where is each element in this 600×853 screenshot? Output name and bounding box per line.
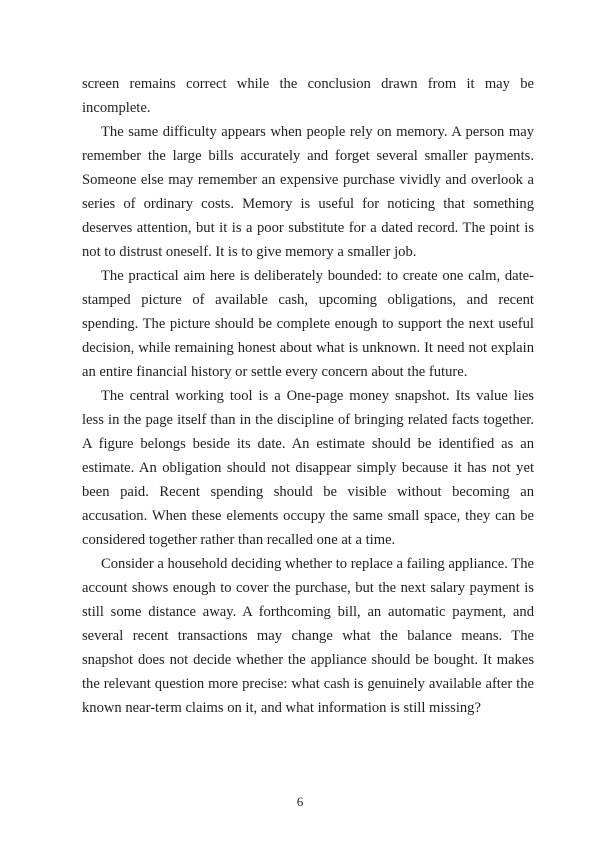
paragraph-household-example: Consider a household deciding whether to replace a failing appliance. The account shows enough to cover the purchase, but the next salary payment is still some distance away. A forthcoming bill, an automatic payment, and several recent transactions may change what the balance means. The snapshot does not decide whether the appliance should be bought. It makes the relevant question more precise: what cash is genuinely available after the known near-term claims on it, and what information is still missing?: [82, 556, 534, 716]
paragraph-practical-aim: The practical aim here is deliberately bounded: to create one calm, date-stamped picture of available cash, upcoming obligations, and recent spending. The picture should be complete enough to support the next useful decision, while remaining honest about what is unknown. It need not explain an entire financial history or settle every concern about the future.: [82, 268, 534, 380]
page-number: 6: [296, 794, 304, 809]
paragraph-memory: The same difficulty appears when people rely on memory. A person may remember the large bills accurately and forget several smaller payments. Someone else may remember an expensive purchase vividly and overlook a series of ordinary costs. Memory is useful for noticing that something deserves attention, but it is a poor substitute for a dated record. The point is not to distrust oneself. It is to give memory a smaller job.: [82, 124, 534, 260]
paragraph-working-tool: The central working tool is a One-page money snapshot. Its value lies less in the page itself than in the discipline of bringing related facts together. A figure belongs beside its date. An estimate should be identified as an estimate. An obligation should not disappear simply because it has not yet been paid. Recent spending should be visible without becoming an accusation. When these elements occupy the same small space, they can be considered together rather than recalled one at a time.: [82, 388, 534, 548]
body-text: [82, 72, 534, 720]
paragraph-continuation: screen remains correct while the conclusion drawn from it may be incomplete.: [82, 76, 534, 116]
